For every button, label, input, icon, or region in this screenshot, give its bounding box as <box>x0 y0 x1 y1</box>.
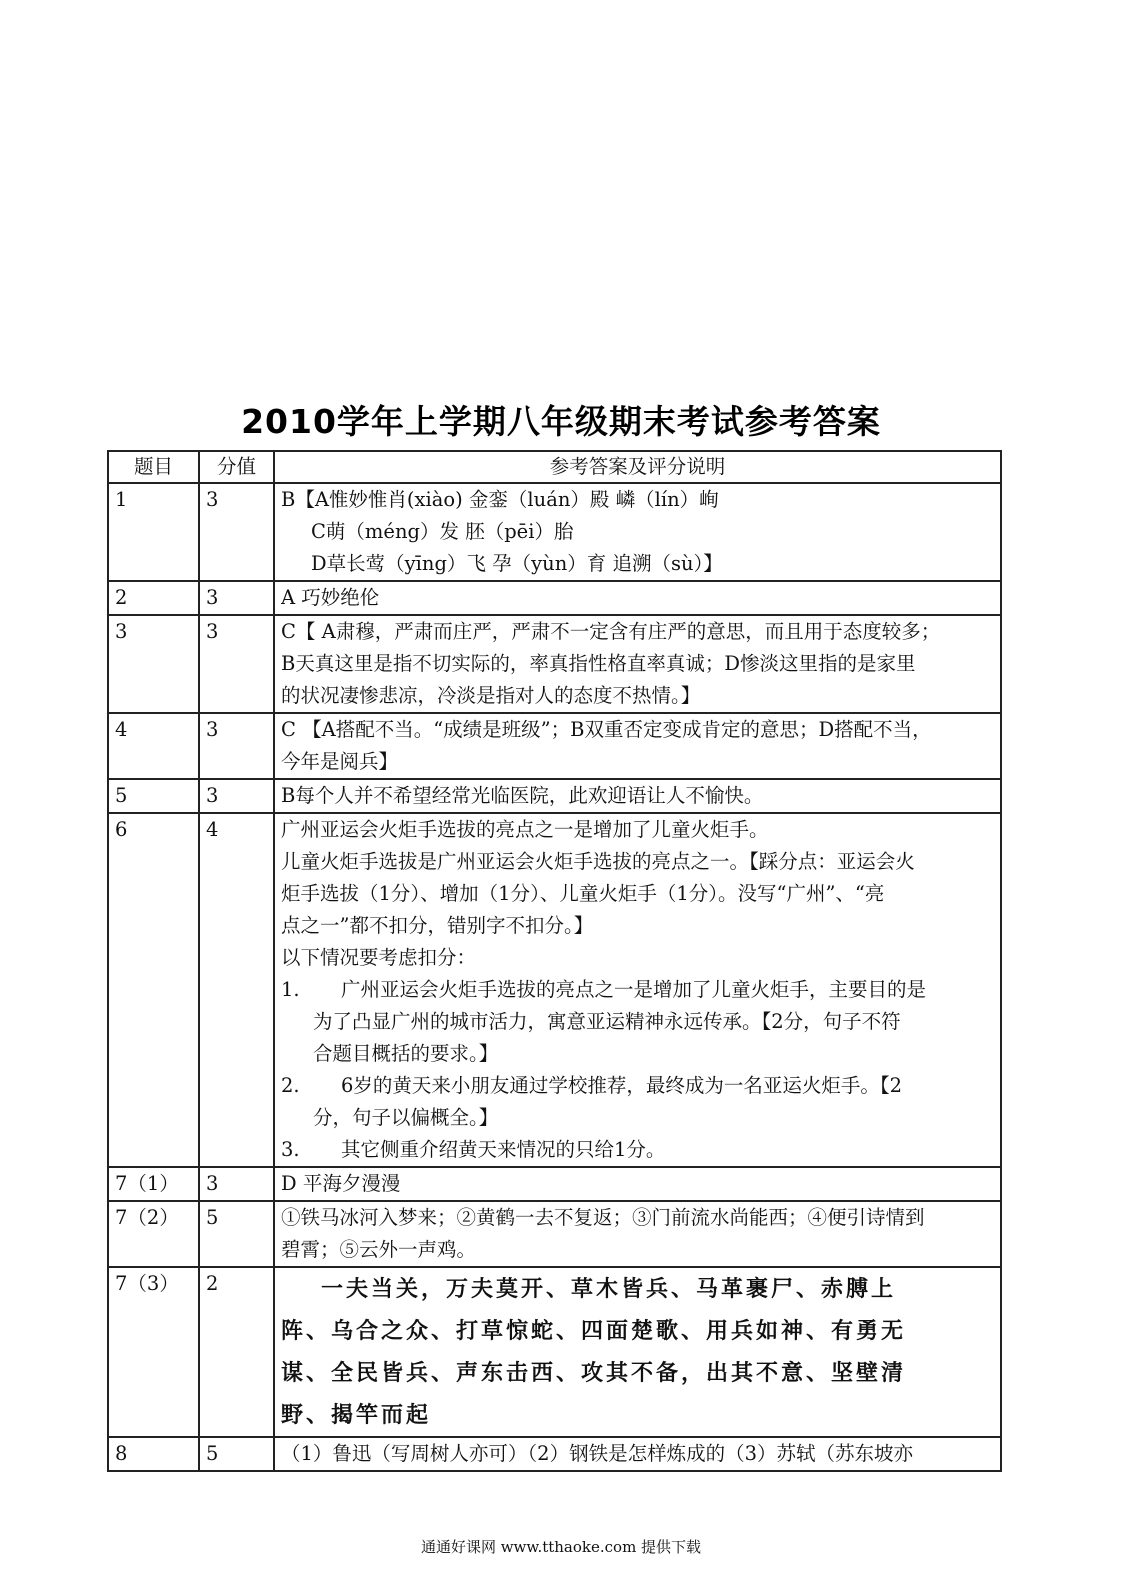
list-item-number: 2. <box>281 1074 300 1097</box>
answer-line: （1）鲁迅（写周树人亦可）（2）钢铁是怎样炼成的（3）苏轼（苏东坡亦 <box>281 1442 913 1465</box>
answer-cell <box>274 779 1001 813</box>
answer-cell <box>274 1267 1001 1437</box>
list-item-text: 6岁的黄天来小朋友通过学校推荐，最终成为一名亚运火炬手。【2 <box>341 1074 903 1097</box>
table-row <box>108 813 1001 1167</box>
answer-cell <box>274 713 1001 779</box>
score-value: 3 <box>199 483 274 581</box>
question-number: 5 <box>108 779 199 813</box>
list-item-line: 分，句子以偏概全。】 <box>313 1106 499 1129</box>
answer-line: 广州亚运会火炬手选拔的亮点之一是增加了儿童火炬手。 <box>281 818 769 841</box>
answer-line: 的状况凄惨悲凉，冷淡是指对人的态度不热情。】 <box>281 684 701 707</box>
answer-line: B天真这里是指不切实际的，率真指性格直率真诚；D惨淡这里指的是家里 <box>281 652 916 675</box>
table-row <box>108 615 1001 713</box>
question-number: 3 <box>108 615 199 713</box>
answer-cell <box>274 1201 1001 1267</box>
score-value: 4 <box>199 813 274 1167</box>
answer-table <box>107 450 1002 1472</box>
answer-line: ①铁马冰河入梦来；②黄鹤一去不复返；③门前流水尚能西；④便引诗情到 <box>281 1206 925 1229</box>
document-title: 2010学年上学期八年级期末考试参考答案 <box>241 402 881 441</box>
table-row <box>108 1201 1001 1267</box>
header-question: 题目 <box>108 451 199 483</box>
answer-cell <box>274 1167 1001 1201</box>
list-item-number: 1. <box>281 978 300 1001</box>
question-number: 7（1） <box>108 1167 199 1201</box>
answer-line: 点之一”都不扣分，错别字不扣分。】 <box>281 914 594 937</box>
list-item-line: 为了凸显广州的城市活力，寓意亚运精神永远传承。【2分，句子不符 <box>313 1010 901 1033</box>
score-value: 2 <box>199 1267 274 1437</box>
answer-line: B【A惟妙惟肖(xiào) 金銮（luán）殿 嶙（lín）峋 <box>281 488 719 511</box>
answer-line: D 平海夕漫漫 <box>281 1172 401 1195</box>
header-answer: 参考答案及评分说明 <box>274 451 1001 483</box>
list-item <box>281 1070 994 1102</box>
table-header-row <box>108 451 1001 483</box>
answer-line: D草长莺（yīng）飞 孕（yùn）育 追溯（sù）】 <box>311 552 723 575</box>
answer-cell <box>274 615 1001 713</box>
question-number: 7（3） <box>108 1267 199 1437</box>
score-value: 3 <box>199 713 274 779</box>
question-number: 7（2） <box>108 1201 199 1267</box>
list-item-number: 3. <box>281 1138 300 1161</box>
table-row <box>108 1437 1001 1471</box>
list-item-text: 广州亚运会火炬手选拔的亮点之一是增加了儿童火炬手，主要目的是 <box>341 978 927 1001</box>
score-value: 3 <box>199 779 274 813</box>
answer-line: C 【A搭配不当。“成绩是班级”；B双重否定变成肯定的意思；D搭配不当， <box>281 718 932 741</box>
question-number: 8 <box>108 1437 199 1471</box>
table-row <box>108 1167 1001 1201</box>
answer-cell <box>274 813 1001 1167</box>
answer-line: B每个人并不希望经常光临医院，此欢迎语让人不愉快。 <box>281 784 764 807</box>
answer-line: 以下情况要考虑扣分： <box>281 946 477 969</box>
question-number: 1 <box>108 483 199 581</box>
answer-line: 谋、全民皆兵、声东击西、攻其不备，出其不意、坚壁清 <box>281 1360 907 1386</box>
answer-line: A 巧妙绝伦 <box>281 586 380 609</box>
question-number: 6 <box>108 813 199 1167</box>
footer-credit: 通通好课网 www.tthaoke.com 提供下载 <box>420 1538 702 1556</box>
answer-line: 今年是阅兵】 <box>281 750 399 773</box>
score-value: 3 <box>199 615 274 713</box>
table-row <box>108 1267 1001 1437</box>
table-row <box>108 581 1001 615</box>
header-score: 分值 <box>199 451 274 483</box>
answer-line: 一夫当关，万夫莫开、草木皆兵、马革裹尸、赤膊上 <box>321 1276 897 1302</box>
answer-line: 炬手选拔（1分）、增加（1分）、儿童火炬手（1分）。没写“广州”、“亮 <box>281 882 885 905</box>
answer-line: C萌（méng）发 胚（pēi）胎 <box>311 520 574 543</box>
score-value: 5 <box>199 1437 274 1471</box>
list-item-text: 其它侧重介绍黄天来情况的只给1分。 <box>341 1138 666 1161</box>
list-item <box>281 1134 994 1166</box>
answer-cell <box>274 1437 1001 1471</box>
question-number: 2 <box>108 581 199 615</box>
table-row <box>108 713 1001 779</box>
answer-cell <box>274 483 1001 581</box>
score-value: 3 <box>199 581 274 615</box>
score-value: 5 <box>199 1201 274 1267</box>
answer-line: 野、揭竿而起 <box>281 1402 432 1428</box>
list-item-line: 合题目概括的要求。】 <box>313 1042 499 1065</box>
list-item <box>281 974 994 1006</box>
question-number: 4 <box>108 713 199 779</box>
answer-line: C【 A肃穆，严肃而庄严，严肃不一定含有庄严的意思，而且用于态度较多； <box>281 620 941 643</box>
answer-line: 碧霄；⑤云外一声鸡。 <box>281 1238 477 1261</box>
answer-line: 儿童火炬手选拔是广州亚运会火炬手选拔的亮点之一。【踩分点：亚运会火 <box>281 850 915 873</box>
answer-cell <box>274 581 1001 615</box>
score-value: 3 <box>199 1167 274 1201</box>
table-row <box>108 779 1001 813</box>
table-row <box>108 483 1001 581</box>
answer-line: 阵、乌合之众、打草惊蛇、四面楚歌、用兵如神、有勇无 <box>281 1318 907 1344</box>
